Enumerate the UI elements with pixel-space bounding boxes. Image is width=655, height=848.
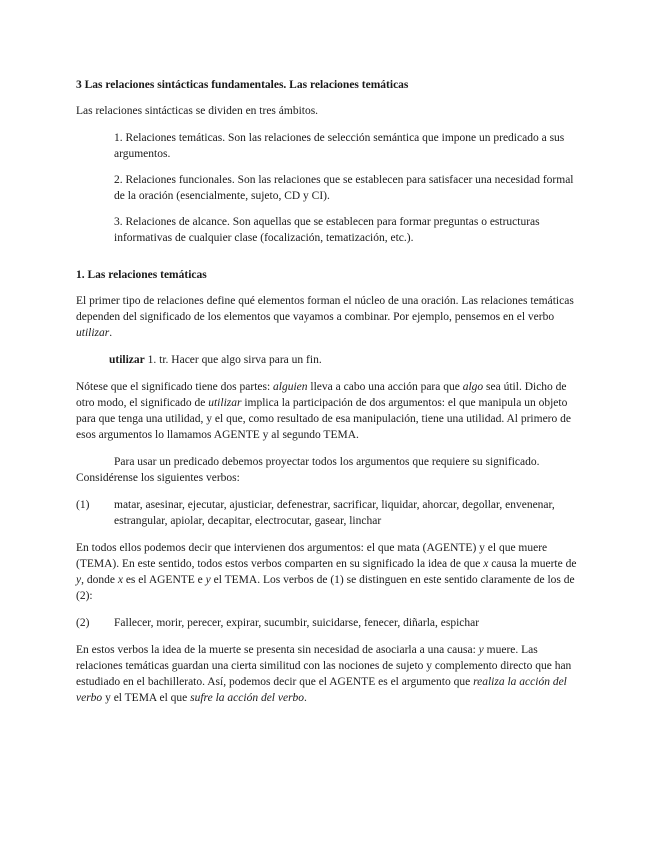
example-1 bbox=[76, 497, 578, 529]
definition-term: utilizar bbox=[109, 354, 145, 366]
definition-line: utilizar 1. tr. Hacer que algo sirva para un fin. bbox=[109, 354, 322, 366]
section-heading: 3 Las relaciones sintácticas fundamentales. Las relaciones temáticas bbox=[76, 79, 409, 91]
list-item: 2. Relaciones funcionales. Son las relaciones que se establecen para satisfacer una necesidad formal de la oración (esencialmente, sujeto, CD y CI). bbox=[114, 174, 574, 202]
paragraph-4: En todos ellos podemos decir que intervienen dos argumentos: el que mata (AGENTE) y el que muere (TEMA). En este sentido, todos estos verbos comparten en su significado la idea de que x causa la muerte de y, donde x es el AGENTE e y el TEMA. Los verbos de (1) se distinguen en este sentido claramente de los de (2): bbox=[76, 542, 577, 602]
paragraph-2: Nótese que el significado tiene dos partes: alguien lleva a cabo una acción para que algo sea útil. Dicho de otro modo, el significado de utilizar implica la participación de dos argumentos: el que manipula un objeto para que tenga una utilidad, y el que, como resultado de esa manipulación, tiene una utilidad. Al primero de esos argumentos lo llamamos AGENTE y al segundo TEMA. bbox=[76, 381, 571, 441]
example-text: Fallecer, morir, perecer, expirar, sucumbir, suicidarse, fenecer, diñarla, espichar bbox=[114, 617, 480, 629]
paragraph-1: El primer tipo de relaciones define qué elementos forman el núcleo de una oración. Las relaciones temáticas dependen del significado de los elementos que vayamos a combinar. Por ejemplo, pensemos en el verbo utilizar. bbox=[76, 295, 574, 339]
paragraph-3: Para usar un predicado debemos proyectar todos los argumentos que requiere su significado. Considérense los siguientes verbos: bbox=[76, 456, 540, 484]
subsection-heading: 1. Las relaciones temáticas bbox=[76, 269, 207, 281]
example-2 bbox=[76, 615, 578, 631]
list-item: 1. Relaciones temáticas. Son las relaciones de selección semántica que impone un predicado a sus argumentos. bbox=[114, 132, 565, 160]
example-label: (2) bbox=[76, 617, 90, 629]
paragraph-5: En estos verbos la idea de la muerte se presenta sin necesidad de asociarla a una causa: y muere. Las relaciones temáticas guardan una cierta similitud con las nociones de sujeto y complemento directo que han estudiado en el bachillerato. Así, podemos decir que el AGENTE es el argumento que realiza la acción del verbo y el TEMA el que sufre la acción del verbo. bbox=[76, 644, 572, 704]
example-text: matar, asesinar, ejecutar, ajusticiar, defenestrar, sacrificar, liquidar, ahorcar, degollar, envenenar, estrangular, apiolar, decapitar, electrocutar, gasear, linchar bbox=[114, 499, 555, 527]
list-item: 3. Relaciones de alcance. Son aquellas que se establecen para formar preguntas o estructuras informativas de cualquier clase (focalización, tematización, etc.). bbox=[114, 216, 540, 244]
intro-paragraph: Las relaciones sintácticas se dividen en tres ámbitos. bbox=[76, 105, 319, 117]
document-page bbox=[76, 77, 578, 717]
example-label: (1) bbox=[76, 499, 90, 511]
